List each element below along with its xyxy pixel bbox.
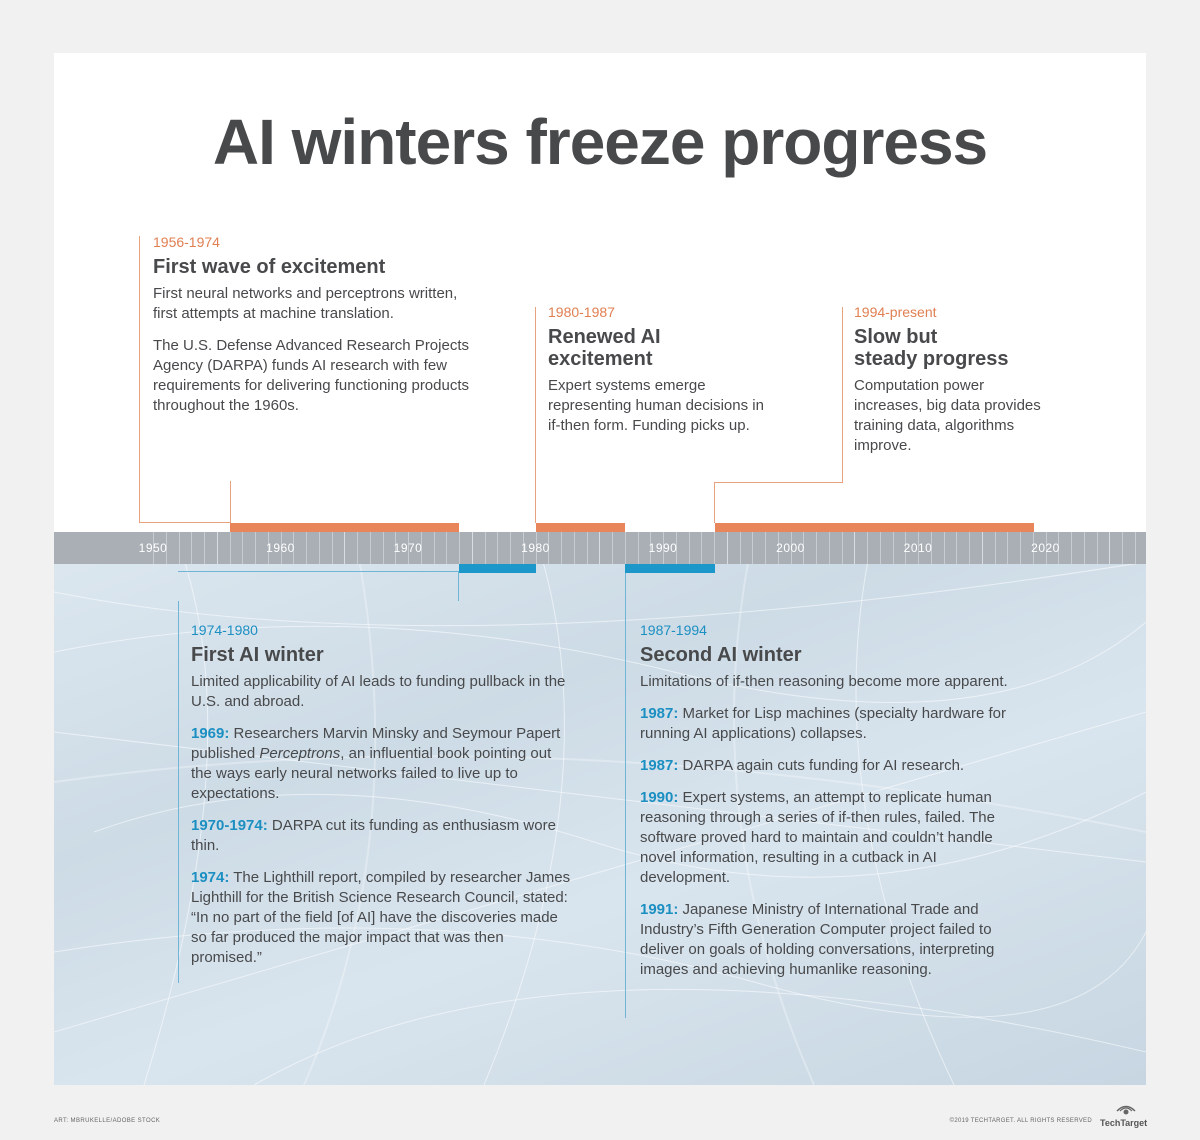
page-title: AI winters freeze progress <box>212 106 988 178</box>
event-year: 1990: <box>640 789 679 806</box>
axis-tick <box>854 532 855 564</box>
winter-event <box>640 756 1020 776</box>
heading-line: excitement <box>548 348 653 370</box>
block-1980-1987 <box>548 304 768 448</box>
axis-tick <box>1071 532 1072 564</box>
axis-tick <box>344 532 345 564</box>
period-range: 1956-1974 <box>153 234 220 250</box>
connector-1974-1980-drop <box>178 601 179 983</box>
axis-tick <box>829 532 830 564</box>
period-text: First neural networks and perceptrons written, first attempts at machine translation. <box>153 285 458 322</box>
axis-tick <box>434 532 435 564</box>
axis-tick <box>306 532 307 564</box>
period-heading: Second AI winter <box>640 644 802 666</box>
period-heading: First AI winter <box>191 644 324 666</box>
period-range: 1994-present <box>854 304 937 320</box>
axis-tick <box>599 532 600 564</box>
techtarget-logo <box>1100 1104 1148 1130</box>
axis-tick <box>816 532 817 564</box>
event-year: 1987: <box>640 705 679 722</box>
event-text: Researchers Marvin Minsky and Seymour Papert published <box>191 725 561 762</box>
axis-tick <box>179 532 180 564</box>
axis-tick <box>701 532 702 564</box>
connector-1980-1987 <box>535 307 536 523</box>
axis-tick <box>1109 532 1110 564</box>
period-text: Computation power increases, big data provides training data, algorithms improve. <box>854 377 1041 454</box>
axis-year-label: 1990 <box>648 541 678 555</box>
axis-tick <box>497 532 498 564</box>
axis-tick <box>689 532 690 564</box>
eye-icon <box>1116 1104 1136 1117</box>
art-credit: ART: MBRUKELLE/ADOBE STOCK <box>54 1118 161 1124</box>
period-range: 1987-1994 <box>640 622 707 638</box>
axis-tick <box>332 532 333 564</box>
connector-1994-present-drop <box>714 482 715 523</box>
heading-line: Renewed AI <box>548 326 661 348</box>
bar-1994-present <box>715 523 1034 532</box>
axis-tick <box>459 532 460 564</box>
period-text: Limitations of if-then reasoning become more apparent. <box>640 673 1008 690</box>
event-year: 1970-1974: <box>191 817 268 834</box>
bar-1974-1980 <box>459 564 536 573</box>
axis-tick <box>357 532 358 564</box>
winter1-events <box>191 724 571 968</box>
axis-tick <box>765 532 766 564</box>
axis-tick <box>242 532 243 564</box>
axis-tick <box>587 532 588 564</box>
axis-tick <box>842 532 843 564</box>
axis-tick <box>446 532 447 564</box>
event-text: , an influential book pointing out the ways early neural networks failed to live up to expectations. <box>191 745 552 802</box>
axis-tick <box>485 532 486 564</box>
event-text: Expert systems, an attempt to replicate human reasoning through a series of if-then rules, failed. The software proved hard to maintain and couldn’t handle novel information, resulting in a cutback in AI development. <box>640 789 995 886</box>
block-1994-present <box>854 304 1054 468</box>
axis-tick <box>230 532 231 564</box>
period-text: The U.S. Defense Advanced Research Projects Agency (DARPA) funds AI research with few requirements for delivering functioning products throughout the 1960s. <box>153 337 470 414</box>
axis-tick <box>982 532 983 564</box>
bar-1956-1974 <box>230 523 459 532</box>
axis-tick <box>995 532 996 564</box>
axis-tick <box>1097 532 1098 564</box>
axis-year-label: 2020 <box>1031 541 1060 555</box>
axis-tick <box>944 532 945 564</box>
period-text: Limited applicability of AI leads to funding pullback in the U.S. and abroad. <box>191 673 566 710</box>
axis-tick <box>1122 532 1123 564</box>
winter-event <box>191 868 571 968</box>
axis-tick <box>574 532 575 564</box>
winter2-events <box>640 704 1020 980</box>
period-heading <box>548 326 768 370</box>
axis-tick <box>383 532 384 564</box>
axis-tick <box>880 532 881 564</box>
axis-tick <box>472 532 473 564</box>
connector-1987-1994 <box>625 571 626 1018</box>
logo-text: TechTarget <box>1100 1118 1148 1128</box>
axis-tick <box>255 532 256 564</box>
bar-1987-1994 <box>625 564 715 573</box>
axis-tick <box>893 532 894 564</box>
axis-tick <box>1020 532 1021 564</box>
block-1974-1980 <box>191 622 571 980</box>
axis-tick <box>217 532 218 564</box>
axis-tick <box>969 532 970 564</box>
axis-year-label: 2000 <box>776 541 805 555</box>
axis-tick <box>740 532 741 564</box>
event-text: Japanese Ministry of International Trade and Industry’s Fifth Generation Computer project failed to deliver on goals of holding conversations, interpreting images and achieving humanlike reasoning. <box>640 901 995 978</box>
axis-tick <box>370 532 371 564</box>
axis-tick <box>867 532 868 564</box>
axis-tick <box>714 532 715 564</box>
event-text: DARPA cut its funding as enthusiasm wore thin. <box>191 817 556 854</box>
period-text: Expert systems emerge representing human decisions in if-then form. Funding picks up. <box>548 377 764 434</box>
axis-tick <box>752 532 753 564</box>
axis-tick <box>612 532 613 564</box>
axis-year-label: 1970 <box>393 541 423 555</box>
axis-year-label: 1950 <box>138 541 168 555</box>
axis-tick <box>561 532 562 564</box>
bar-1980-1987 <box>536 523 625 532</box>
period-heading <box>854 326 1054 370</box>
heading-line: Slow but <box>854 326 938 348</box>
heading-line: steady progress <box>854 348 1009 370</box>
axis-year-label: 1980 <box>521 541 550 555</box>
book-title: Perceptrons <box>259 745 341 762</box>
axis-tick <box>1007 532 1008 564</box>
connector-1974-1980 <box>178 571 459 601</box>
event-year: 1987: <box>640 757 679 774</box>
event-text: DARPA again cuts funding for AI research. <box>678 757 965 774</box>
event-text: Market for Lisp machines (specialty hardware for running AI applications) collapses. <box>640 705 1007 742</box>
winter-event <box>191 724 571 804</box>
block-1956-1974 <box>153 234 473 428</box>
axis-year-label: 2010 <box>903 541 933 555</box>
axis-tick <box>204 532 205 564</box>
axis-tick <box>191 532 192 564</box>
event-year: 1991: <box>640 901 679 918</box>
copyright-notice: ©2019 TECHTARGET. ALL RIGHTS RESERVED <box>949 1118 1092 1124</box>
winter-event <box>640 900 1020 980</box>
axis-tick <box>956 532 957 564</box>
axis-tick <box>1084 532 1085 564</box>
period-range: 1980-1987 <box>548 304 615 320</box>
connector-1956-1974-drop <box>230 481 231 523</box>
axis-tick <box>1135 532 1136 564</box>
timeline-axis <box>54 532 1146 564</box>
period-heading: First wave of excitement <box>153 256 386 278</box>
event-text: The Lighthill report, compiled by researcher James Lighthill for the British Science Research Council, stated: “In no part of the field [of AI] have the discoveries made so far produced the major impact that was then promised.” <box>191 869 571 966</box>
infographic-card <box>54 53 1146 1085</box>
period-range: 1974-1980 <box>191 622 258 638</box>
event-year: 1969: <box>191 725 230 742</box>
winter-event <box>191 816 571 856</box>
axis-tick <box>510 532 511 564</box>
axis-tick <box>727 532 728 564</box>
event-year: 1974: <box>191 869 230 886</box>
axis-year-label: 1960 <box>266 541 295 555</box>
axis-tick <box>625 532 626 564</box>
winter-event <box>640 788 1020 888</box>
block-1987-1994 <box>640 622 1020 992</box>
winter-event <box>640 704 1020 744</box>
axis-tick <box>319 532 320 564</box>
axis-tick <box>638 532 639 564</box>
